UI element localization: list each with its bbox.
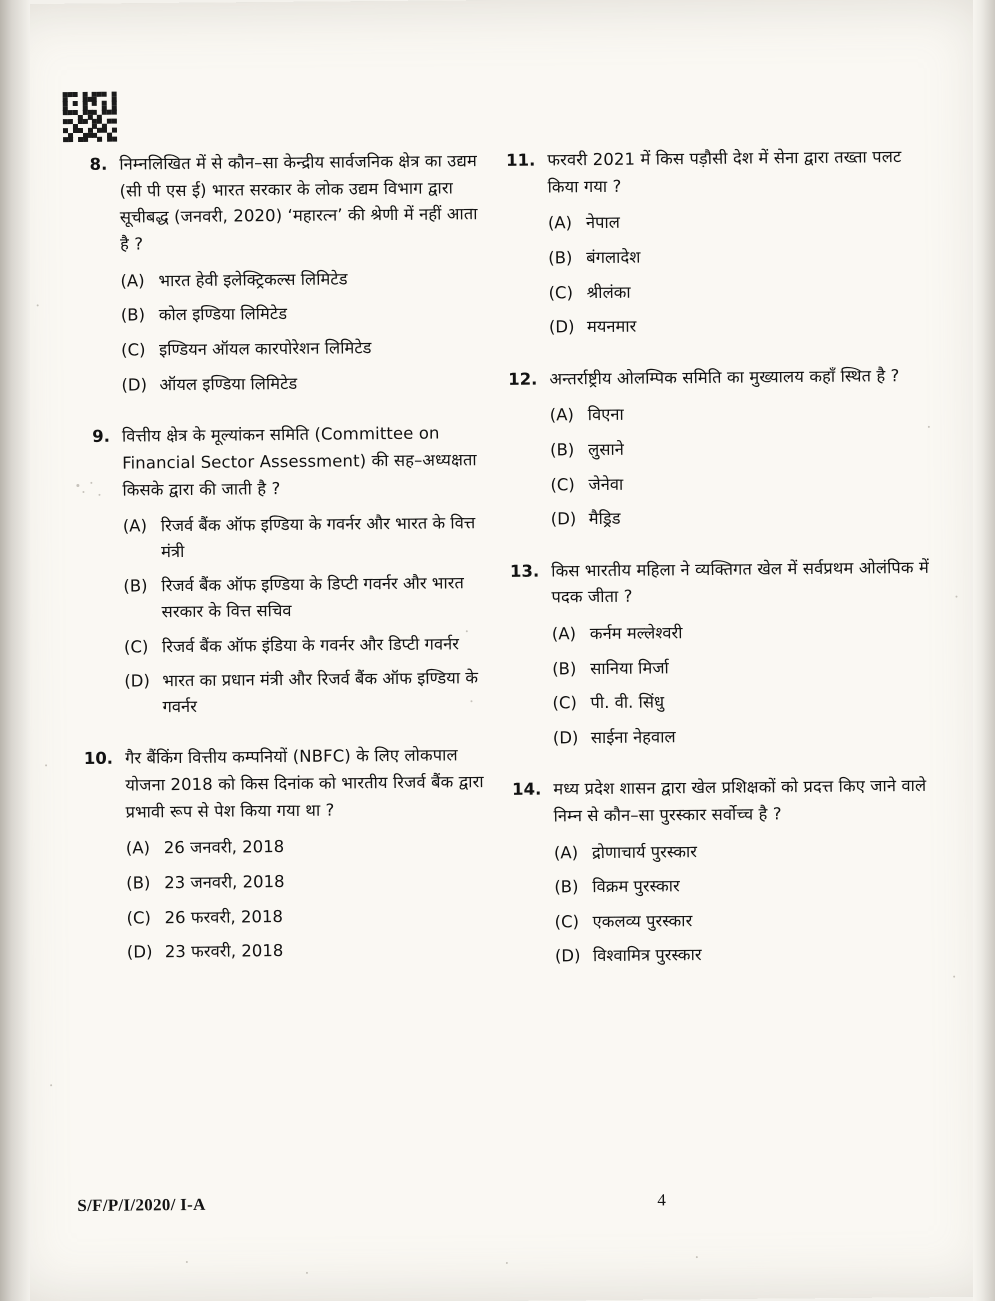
footer-paper-code: S/F/P/I/2020/ I-A [77, 1194, 206, 1216]
option-list [500, 618, 931, 751]
question-header [70, 420, 491, 504]
option-label: (C) [548, 282, 574, 303]
option-text: द्रोणाचार्य पुरस्कार [591, 841, 698, 862]
option-text: लुसाने [587, 439, 624, 460]
option-row[interactable] [552, 687, 930, 716]
option-row[interactable] [548, 207, 926, 236]
scan-speck [470, 700, 472, 702]
option-row[interactable] [124, 631, 492, 660]
scan-speck [696, 1256, 698, 1258]
page-number: 4 [657, 1190, 666, 1210]
option-text: जेनेवा [588, 474, 624, 494]
option-row[interactable] [552, 618, 930, 647]
option-text: रिजर्व बैंक ऑफ इण्डिया के डिप्टी गवर्नर और भारत सरकार के वित्त सचिव [161, 573, 464, 622]
option-list [71, 510, 493, 720]
option-row[interactable] [554, 906, 932, 935]
scan-speck [955, 596, 957, 598]
option-row[interactable] [121, 334, 489, 363]
option-text: भारत का प्रधान मंत्री और रिजर्व बैंक ऑफ इण्डिया के गवर्नर [162, 668, 479, 716]
scan-speck [466, 630, 468, 632]
option-text: साईना नेहवाल [590, 727, 676, 747]
question-header [67, 148, 488, 259]
option-label: (A) [549, 405, 575, 425]
question-text: गैर बैंकिंग वित्तीय कम्पनियों (NBFC) के लिए लोकपाल योजना 2018 को किस दिनांक को भारतीय रिजर्व बैंक द्वारा प्रभावी रूप से पेश किया गया था ? [124, 745, 484, 822]
scan-speck [953, 976, 955, 978]
scan-speck [306, 1272, 308, 1274]
question-block [501, 773, 933, 970]
option-row[interactable] [123, 570, 491, 625]
option-row[interactable] [121, 369, 489, 398]
option-text: विश्वामित्र पुरस्कार [592, 945, 702, 966]
question-column-right [495, 144, 933, 996]
option-label: (B) [123, 576, 148, 596]
option-row[interactable] [553, 722, 931, 751]
option-label: (D) [126, 942, 153, 962]
option-text: 23 फरवरी, 2018 [164, 941, 284, 962]
option-label: (C) [552, 693, 578, 713]
option-text: कर्नम मल्लेश्वरी [589, 623, 683, 644]
option-text: इण्डियन ऑयल कारपोरेशन लिमिटेड [159, 338, 372, 360]
option-text: रिजर्व बैंक ऑफ इंडिया के गवर्नर और डिप्टी गवर्नर [161, 633, 460, 656]
question-block [67, 148, 489, 398]
option-label: (D) [548, 317, 575, 337]
question-header [499, 555, 929, 613]
option-text: भारत हेवी इलेक्ट्रिकल्स लिमिटेड [158, 269, 348, 291]
scan-speck [98, 494, 100, 496]
option-text: सानिया मिर्जा [590, 658, 669, 678]
option-text: मयनमार [586, 316, 637, 337]
option-row[interactable] [550, 399, 928, 428]
option-label: (B) [554, 877, 579, 897]
option-label: (D) [121, 374, 148, 395]
option-text: रिजर्व बैंक ऑफ इण्डिया के गवर्नर और भारत के वित्त मंत्री [160, 513, 476, 562]
option-row[interactable] [548, 276, 926, 305]
option-row[interactable] [555, 940, 933, 969]
option-label: (C) [550, 474, 575, 495]
option-list [68, 265, 489, 398]
question-text: मध्य प्रदेश शासन द्वारा खेल प्रशिक्षकों को प्रदत्त किए जाने वाले निम्न से कौन–सा पुरस्कार सर्वोच्च है ? [553, 776, 927, 826]
option-text: एकलव्य पुरस्कार [592, 911, 693, 932]
option-text: पी. वी. सिंधु [590, 692, 665, 713]
option-row[interactable] [121, 300, 489, 329]
question-block [70, 420, 493, 720]
option-label: (B) [549, 440, 575, 460]
option-label: (B) [548, 248, 573, 268]
option-row[interactable] [550, 468, 928, 497]
option-list [74, 832, 495, 965]
scan-speck [506, 1262, 508, 1264]
question-header [501, 773, 931, 831]
question-number: 13. [509, 561, 540, 581]
scan-speck [928, 426, 930, 428]
option-text: मैड्रिड [588, 508, 621, 529]
option-row[interactable] [554, 871, 932, 900]
scan-speck [90, 482, 92, 484]
option-text: श्रीलंका [586, 282, 631, 302]
question-text: किस भारतीय महिला ने व्यक्तिगत खेल में सर्वप्रथम ओलंपिक में पदक जीता ? [551, 557, 929, 607]
question-number: 11. [505, 150, 536, 170]
option-label: (B) [552, 658, 577, 679]
question-number: 12. [508, 369, 538, 389]
option-label: (A) [122, 516, 148, 536]
option-text: बंगलादेश [586, 247, 641, 268]
option-label: (D) [554, 946, 581, 966]
option-list [502, 837, 933, 970]
option-label: (A) [547, 213, 573, 233]
option-row[interactable] [548, 242, 926, 271]
option-text: ऑयल इण्डिया लिमिटेड [159, 373, 298, 394]
option-row[interactable] [550, 434, 928, 463]
option-row[interactable] [120, 265, 488, 294]
question-text: वित्तीय क्षेत्र के मूल्यांकन समिति (Committee on Financial Sector Assessment) की सह–अध्यक्षता किसके द्वारा की जाती है ? [121, 423, 477, 500]
option-text: 26 जनवरी, 2018 [163, 837, 285, 858]
option-row[interactable] [126, 832, 494, 861]
question-number: 8. [89, 154, 108, 174]
question-header [495, 144, 925, 202]
qr-code-icon [63, 92, 117, 143]
option-label: (D) [550, 509, 577, 529]
option-label: (D) [552, 728, 579, 748]
question-number: 10. [83, 748, 114, 769]
question-block [497, 363, 929, 533]
question-number: 14. [512, 779, 542, 800]
option-row[interactable] [126, 867, 494, 896]
option-row[interactable] [127, 936, 495, 965]
option-row[interactable] [554, 837, 932, 866]
question-text: अन्तर्राष्ट्रीय ओलम्पिक समिति का मुख्यालय कहाँ स्थित है ? [549, 365, 900, 389]
option-label: (C) [123, 636, 149, 657]
option-row[interactable] [551, 503, 929, 532]
option-label: (A) [551, 624, 577, 644]
option-label: (A) [125, 838, 151, 858]
scan-speck [82, 491, 84, 493]
option-label: (A) [553, 843, 579, 863]
option-row[interactable] [126, 902, 494, 931]
question-header [497, 363, 927, 394]
option-text: 26 फरवरी, 2018 [164, 906, 284, 927]
option-label: (D) [124, 671, 150, 691]
option-list [496, 207, 927, 340]
option-label: (C) [126, 907, 152, 928]
scan-speck [45, 764, 47, 766]
question-block [495, 144, 927, 341]
question-block [499, 555, 931, 752]
option-label: (A) [120, 271, 145, 291]
scan-speck [37, 304, 39, 306]
option-text: विएना [587, 405, 624, 425]
question-number: 9. [92, 426, 111, 447]
question-header [73, 742, 494, 826]
option-label: (C) [121, 340, 146, 360]
question-column-left [67, 148, 495, 992]
option-row[interactable] [549, 311, 927, 340]
option-text: विक्रम पुरस्कार [592, 876, 680, 897]
option-row[interactable] [124, 665, 492, 720]
question-text: निम्नलिखित में से कौन–सा केन्द्रीय सार्वजनिक क्षेत्र का उद्यम (सी पी एस ई) भारत सरकार के लोक उद्यम विभाग द्वारा सूचीबद्ध (जनवरी, 2020) ‘महारत्न’ की श्रेणी में नहीं आता है ? [119, 151, 478, 254]
option-text: नेपाल [585, 213, 620, 233]
question-text: फरवरी 2021 में किस पड़ौसी देश में सेना द्वारा तख्ता पलट किया गया ? [547, 147, 902, 197]
option-text: 23 जनवरी, 2018 [164, 871, 285, 893]
option-text: कोल इण्डिया लिमिटेड [158, 304, 288, 325]
option-row[interactable] [552, 653, 930, 682]
scan-speck [76, 484, 79, 487]
option-label: (C) [554, 912, 580, 932]
option-label: (B) [120, 305, 146, 326]
scan-speck [50, 1084, 52, 1086]
option-row[interactable] [123, 510, 491, 565]
question-block [73, 742, 495, 965]
option-list [498, 399, 929, 532]
option-label: (B) [126, 873, 151, 893]
scan-speck [186, 1261, 188, 1263]
